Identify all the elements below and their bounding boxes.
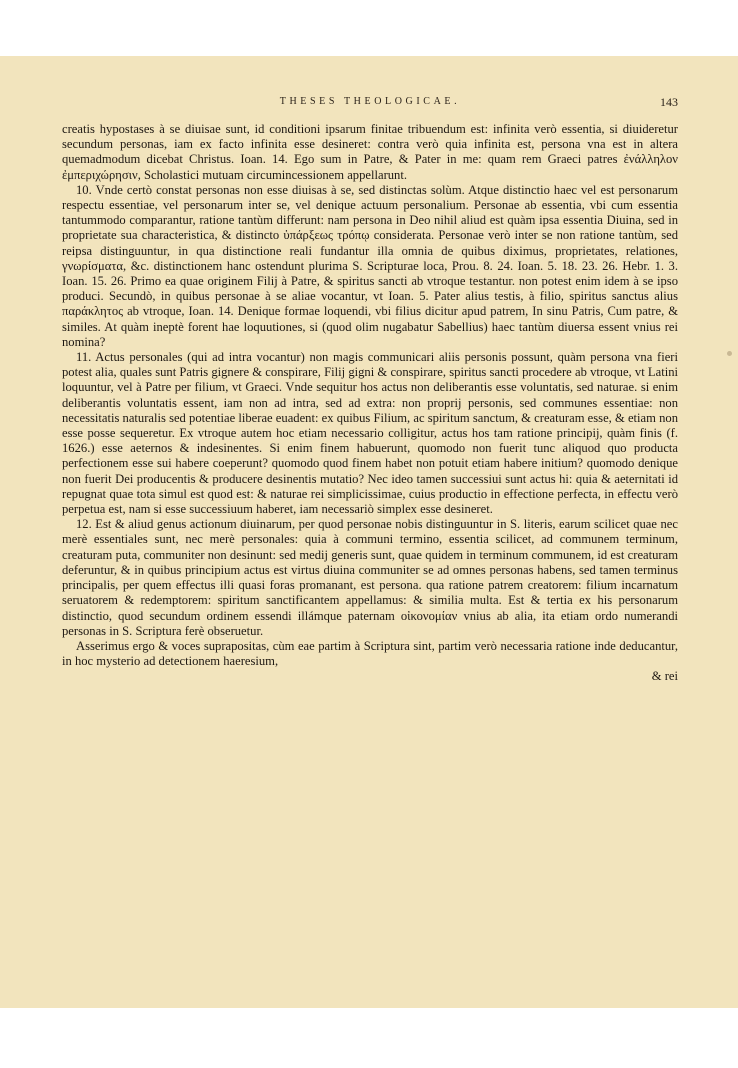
paragraph-continuation: creatis hypostases à se diuisae sunt, id conditioni ipsarum finitae tribuendum est: infinita verò essentia, si diuideretur secundum personas, iam ex facto infinita esse desineret: contra verò quia infinita est, persona vna est in altera quemadmodum dicebat Christus. Ioan. 14. Ego sum in Patre, & Pater in me: quam rem Graeci patres ἐνάλληλον ἐμπεριχώρησιν, Scholastici mutuam circumincessionem appellarunt. (62, 122, 678, 182)
paragraph-12: 12. Est & aliud genus actionum diuinarum, per quod personae nobis distinguuntur in S. literis, earum scilicet quae nec merè essentiales sunt, nec merè personales: quia à communi termino, essentia scilicet, ad communem terminum, creaturam puta, communiter non desinunt: sed medij generis sunt, quae quidem in terminum communem, id est creaturam deferuntur, & in quibus principium actus est virtus diuina communiter se ad omnes personas habens, sed tamen terminus principalis, per quem effectus illi quasi foras promanant, est persona. qua ratione patrem creatorem: filium incarnatum seruatorem & redemptorem: spiritum sanctificantem appellamus: & similia multa. Est & tertia ex his personarum distinctio, quod secundum ordinem essendi illámque paternam οἰκονομίαν vnius ab alia, ita etiam ordo numerandi personas in S. Scriptura ferè obseruetur. (62, 517, 678, 638)
paragraph-asserimus: Asserimus ergo & voces suprapositas, cùm eae partim à Scriptura sint, partim verò necessaria ratione inde deducantur, in hoc mysterio ad detectionem haeresium, (62, 638, 678, 669)
book-page (0, 56, 738, 1008)
catchword: & rei (651, 669, 678, 684)
ink-spot (727, 351, 732, 356)
page-number: 143 (660, 95, 678, 109)
paragraph-11: 11. Actus personales (qui ad intra vocantur) non magis communicari aliis personis possunt, quàm persona vna fieri potest alia, quales sunt Patris gignere & conspirare, Filij gigni & conspirare, spiritus sancti procedere ab vtroque, vt Latini loquuntur, vel à Patre per filium, vt Graeci. Vnde sequitur hos actus non deliberantis esse voluntatis, sed naturae. si enim deliberantis voluntatis essent, iam non ad intra, sed ad extra: non proprij personis, sed communes essentiae: non necessitatis naturalis sed potentiae liberae euadent: ex quibus Filium, ac spiritum sanctum, & creaturam esse, & etiam non esse posse sequeretur. Ex vtroque autem hoc etiam necessario colligitur, actus hos tam ratione principij, quàm finis (f. 1626.) esse aeternos & indesinentes. Si enim finem habuerunt, quomodo non fuerit tunc aliquod quo producta perfectionem esse sui habere coeperunt? quomodo quod finem habet non potuit etiam habere initium? quomodo denique non fuerit Dei producentis & producere desinentis mutatio? Nec ideo tamen successiui sunt actus hi: quia & aeternitati id repugnat quae tota simul est quod est: & naturae rei simplicissimae, cuius productio in effectione perfecta, in effectu verò perpetua est, nam si esse successiuum haberet, iam necessariò simplex esse desineret. (62, 350, 678, 517)
running-title: THESES THEOLOGICAE. (279, 96, 461, 107)
page-header (62, 96, 678, 114)
paragraph-10: 10. Vnde certò constat personas non esse diuisas à se, sed distinctas solùm. Atque distinctio haec vel est personarum respectu essentiae, vel personarum inter se, vel denique actuum personalium. Personae ab essentia, vbi cum essentia tantummodo comparantur, ratione tantùm differunt: nam persona in Deo nihil aliud est quàm ipsa essentia Diuina, sed in proprietate sua characteristica, & distincto ὑπάρξεως τρόπῳ considerata. Personae verò inter se non ratione tantùm, sed reipsa distinguuntur, in qua distinctione reali fundantur illa omnia de quibus diximus, proprietates, relationes, γνωρίσματα, &c. distinctionem hanc ostendunt plurima S. Scripturae loca, Prou. 8. 24. Ioan. 5. 18. 23. 26. Hebr. 1. 3. Ioan. 15. 26. Primo ea quae originem Filij à Patre, & spiritus sancti ab vtroque testantur. non potest enim idem à se ipso produci. Secundò, in quibus personae à se aliae vocantur, vt Ioan. 5. Pater alius testis, à filio, spiritus sanctus alius παράκλητος ab vtroque, Ioan. 14. Denique formae loquendi, vbi filius dicitur apud patrem, In sinu Patris, Cum patre, & similes. At quàm ineptè forent hae loquutiones, si (quod olim nugabatur Sabellius) haec tantùm diuersa essent vnius rei nomina? (62, 182, 678, 349)
body-text (62, 122, 678, 685)
